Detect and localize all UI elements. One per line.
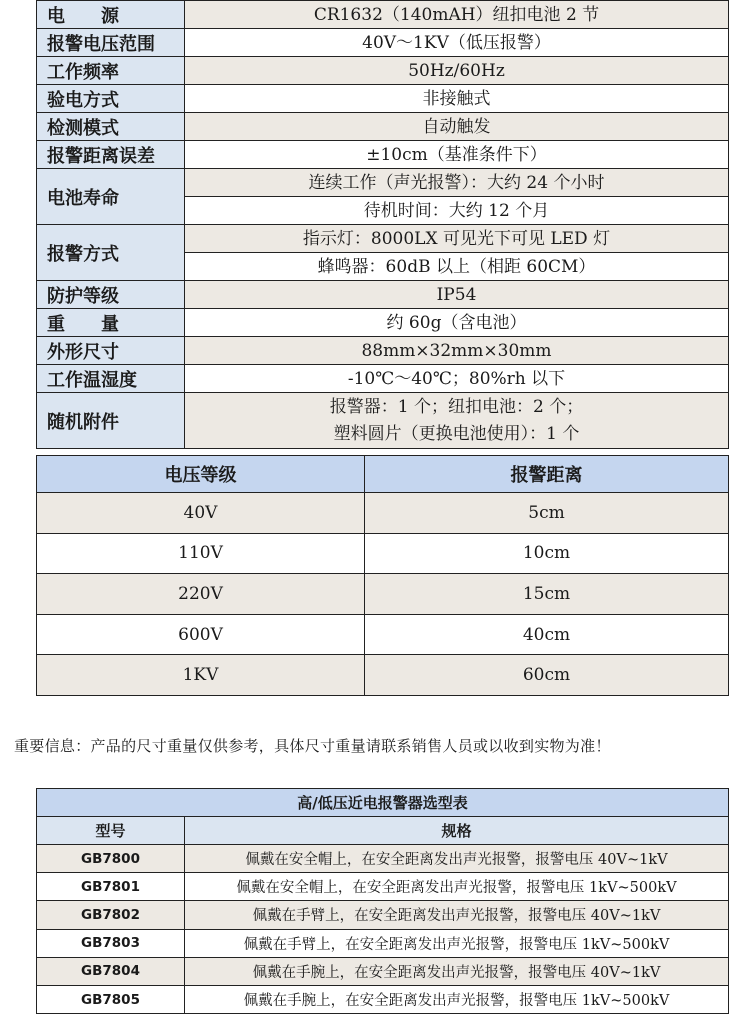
spec-label-distance-error: 报警距离误差 — [37, 141, 185, 169]
distance-table-header — [37, 456, 729, 493]
spec-label-accessories: 随机附件 — [37, 393, 185, 449]
distance-cell-voltage: 220V — [37, 574, 365, 615]
spec-label-frequency: 工作频率 — [37, 57, 185, 85]
spec-row-power — [37, 1, 729, 29]
table-row — [37, 929, 729, 957]
spec-label-protection: 防护等级 — [37, 281, 185, 309]
distance-cell-voltage: 600V — [37, 614, 365, 655]
spec-value-alarm-light: 指示灯：8000LX 可见光下可见 LED 灯 — [185, 225, 729, 253]
model-cell-spec: 佩戴在安全帽上，在安全距离发出声光报警，报警电压 1kV~500kV — [185, 873, 729, 901]
spec-value-protection: IP54 — [185, 281, 729, 309]
spec-row-accessories — [37, 393, 729, 449]
table-row — [37, 845, 729, 873]
spec-row-frequency — [37, 57, 729, 85]
spec-value-temp-humidity: -10℃～40℃；80%rh 以下 — [185, 365, 729, 393]
spec-value-frequency: 50Hz/60Hz — [185, 57, 729, 85]
model-selection-table — [36, 788, 729, 1014]
spec-row-weight — [37, 309, 729, 337]
table-row — [37, 985, 729, 1013]
spec-value-alarm-voltage: 40V～1KV（低压报警） — [185, 29, 729, 57]
table-row — [37, 614, 729, 655]
spec-value-accessories-line1: 报警器：1 个；纽扣电池：2 个； — [329, 396, 584, 417]
spec-value-battery-standby: 待机时间：大约 12 个月 — [185, 197, 729, 225]
distance-cell-voltage: 110V — [37, 533, 365, 574]
spec-row-detection-mode — [37, 113, 729, 141]
distance-cell-distance: 5cm — [365, 493, 729, 534]
model-table-title-row — [37, 789, 729, 817]
important-notice: 重要信息：产品的尺寸重量仅供参考，具体尺寸重量请联系销售人员或以收到实物为准！ — [14, 737, 611, 755]
distance-table — [36, 455, 729, 696]
model-cell-spec: 佩戴在安全帽上，在安全距离发出声光报警，报警电压 40V~1kV — [185, 845, 729, 873]
spec-label-battery-life: 电池寿命 — [37, 169, 185, 225]
model-cell-spec: 佩戴在手腕上，在安全距离发出声光报警，报警电压 1kV~500kV — [185, 985, 729, 1013]
table-row — [37, 655, 729, 696]
model-cell-code: GB7800 — [37, 845, 185, 873]
spec-value-test-method: 非接触式 — [185, 85, 729, 113]
spec-label-alarm-voltage: 报警电压范围 — [37, 29, 185, 57]
spec-row-dimensions — [37, 337, 729, 365]
spec-row-battery-life — [37, 169, 729, 197]
spec-value-accessories — [185, 393, 729, 449]
spec-row-protection — [37, 281, 729, 309]
distance-header-voltage: 电压等级 — [37, 456, 365, 493]
spec-value-dimensions: 88mm×32mm×30mm — [185, 337, 729, 365]
model-table-title: 高/低压近电报警器选型表 — [37, 789, 729, 817]
spec-row-test-method — [37, 85, 729, 113]
spec-row-alarm-mode — [37, 225, 729, 253]
model-cell-code: GB7804 — [37, 957, 185, 985]
table-row — [37, 873, 729, 901]
table-row — [37, 574, 729, 615]
spec-label-weight: 重 量 — [37, 309, 185, 337]
spec-value-detection-mode: 自动触发 — [185, 113, 729, 141]
model-table-header — [37, 817, 729, 845]
spec-row-alarm-voltage — [37, 29, 729, 57]
table-row — [37, 901, 729, 929]
distance-header-distance: 报警距离 — [365, 456, 729, 493]
table-row — [37, 533, 729, 574]
model-cell-code: GB7801 — [37, 873, 185, 901]
model-cell-code: GB7805 — [37, 985, 185, 1013]
model-cell-spec: 佩戴在手腕上，在安全距离发出声光报警，报警电压 40V~1kV — [185, 957, 729, 985]
distance-cell-distance: 10cm — [365, 533, 729, 574]
spec-label-dimensions: 外形尺寸 — [37, 337, 185, 365]
distance-cell-voltage: 1KV — [37, 655, 365, 696]
table-row — [37, 957, 729, 985]
distance-cell-distance: 40cm — [365, 614, 729, 655]
model-header-code: 型号 — [37, 817, 185, 845]
spec-value-alarm-buzzer: 蜂鸣器：60dB 以上（相距 60CM） — [185, 253, 729, 281]
spec-table — [36, 0, 729, 449]
table-row — [37, 493, 729, 534]
spec-label-alarm-mode: 报警方式 — [37, 225, 185, 281]
spec-value-accessories-line2: 塑料圆片（更换电池使用）：1 个 — [333, 423, 580, 444]
model-cell-spec: 佩戴在手臂上，在安全距离发出声光报警，报警电压 40V~1kV — [185, 901, 729, 929]
spec-value-battery-continuous: 连续工作（声光报警）：大约 24 个小时 — [185, 169, 729, 197]
distance-cell-distance: 15cm — [365, 574, 729, 615]
spec-value-weight: 约 60g（含电池） — [185, 309, 729, 337]
spec-row-temp-humidity — [37, 365, 729, 393]
model-cell-spec: 佩戴在手臂上，在安全距离发出声光报警，报警电压 1kV~500kV — [185, 929, 729, 957]
model-cell-code: GB7802 — [37, 901, 185, 929]
spec-value-power: CR1632（140mAH）纽扣电池 2 节 — [185, 1, 729, 29]
spec-label-power: 电 源 — [37, 1, 185, 29]
spec-label-detection-mode: 检测模式 — [37, 113, 185, 141]
spec-value-distance-error: ±10cm（基准条件下） — [185, 141, 729, 169]
distance-cell-distance: 60cm — [365, 655, 729, 696]
spec-label-test-method: 验电方式 — [37, 85, 185, 113]
distance-cell-voltage: 40V — [37, 493, 365, 534]
spec-row-distance-error — [37, 141, 729, 169]
model-header-spec: 规格 — [185, 817, 729, 845]
spec-label-temp-humidity: 工作温湿度 — [37, 365, 185, 393]
model-cell-code: GB7803 — [37, 929, 185, 957]
